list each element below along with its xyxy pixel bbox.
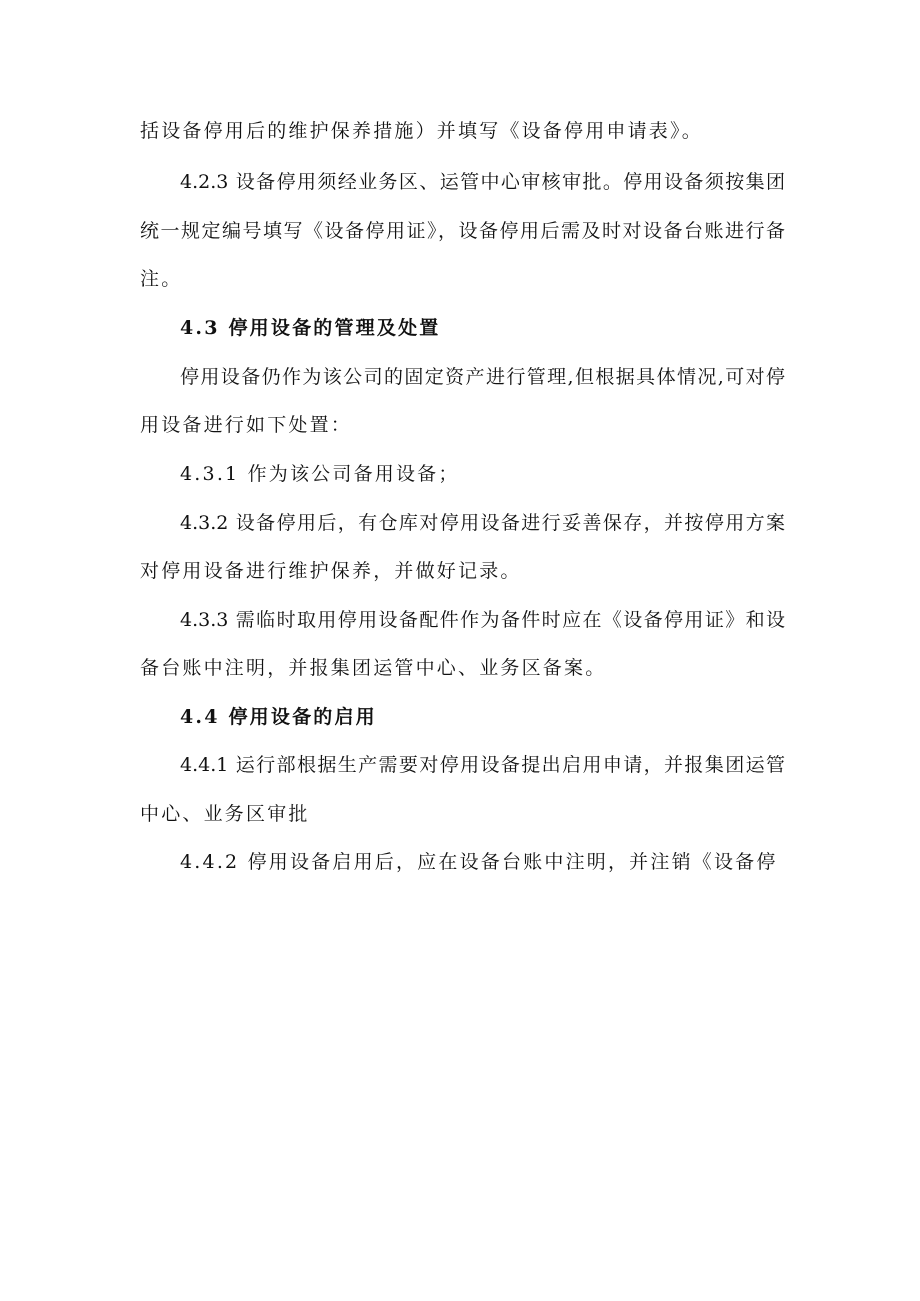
paragraph-line: 4.3.3 需临时取用停用设备配件作为备件时应在《设备停用证》和设: [180, 609, 785, 631]
paragraph-line: 4.4.1 运行部根据生产需要对停用设备提出启用申请，并报集团运管: [180, 754, 785, 776]
section-heading: 4.4 停用设备的启用: [180, 706, 377, 728]
section-heading: 4.3 停用设备的管理及处置: [180, 317, 441, 339]
paragraph-line: 停用设备仍作为该公司的固定资产进行管理,但根据具体情况,可对停: [180, 366, 785, 388]
paragraph-line: 统一规定编号填写《设备停用证》，设备停用后需及时对设备台账进行备: [140, 220, 785, 242]
paragraph-line: 括设备停用后的维护保养措施）并填写《设备停用申请表》。: [140, 120, 703, 142]
paragraph-line: 对停用设备进行维护保养，并做好记录。: [140, 560, 522, 582]
paragraph-line: 备台账中注明，并报集团运管中心、业务区备案。: [140, 657, 607, 679]
paragraph-line: 4.3.1 作为该公司备用设备；: [180, 463, 460, 485]
paragraph-line: 中心、业务区审批: [140, 803, 310, 825]
paragraph-line: 4.2.3 设备停用须经业务区、运管中心审核审批。停用设备须按集团: [180, 171, 785, 193]
paragraph-line: 4.3.2 设备停用后，有仓库对停用设备进行妥善保存，并按停用方案: [180, 512, 785, 534]
paragraph-line: 用设备进行如下处置：: [140, 414, 353, 436]
paragraph-line: 注。: [140, 268, 183, 290]
paragraph-line: 4.4.2 停用设备启用后，应在设备台账中注明，并注销《设备停: [180, 851, 778, 873]
